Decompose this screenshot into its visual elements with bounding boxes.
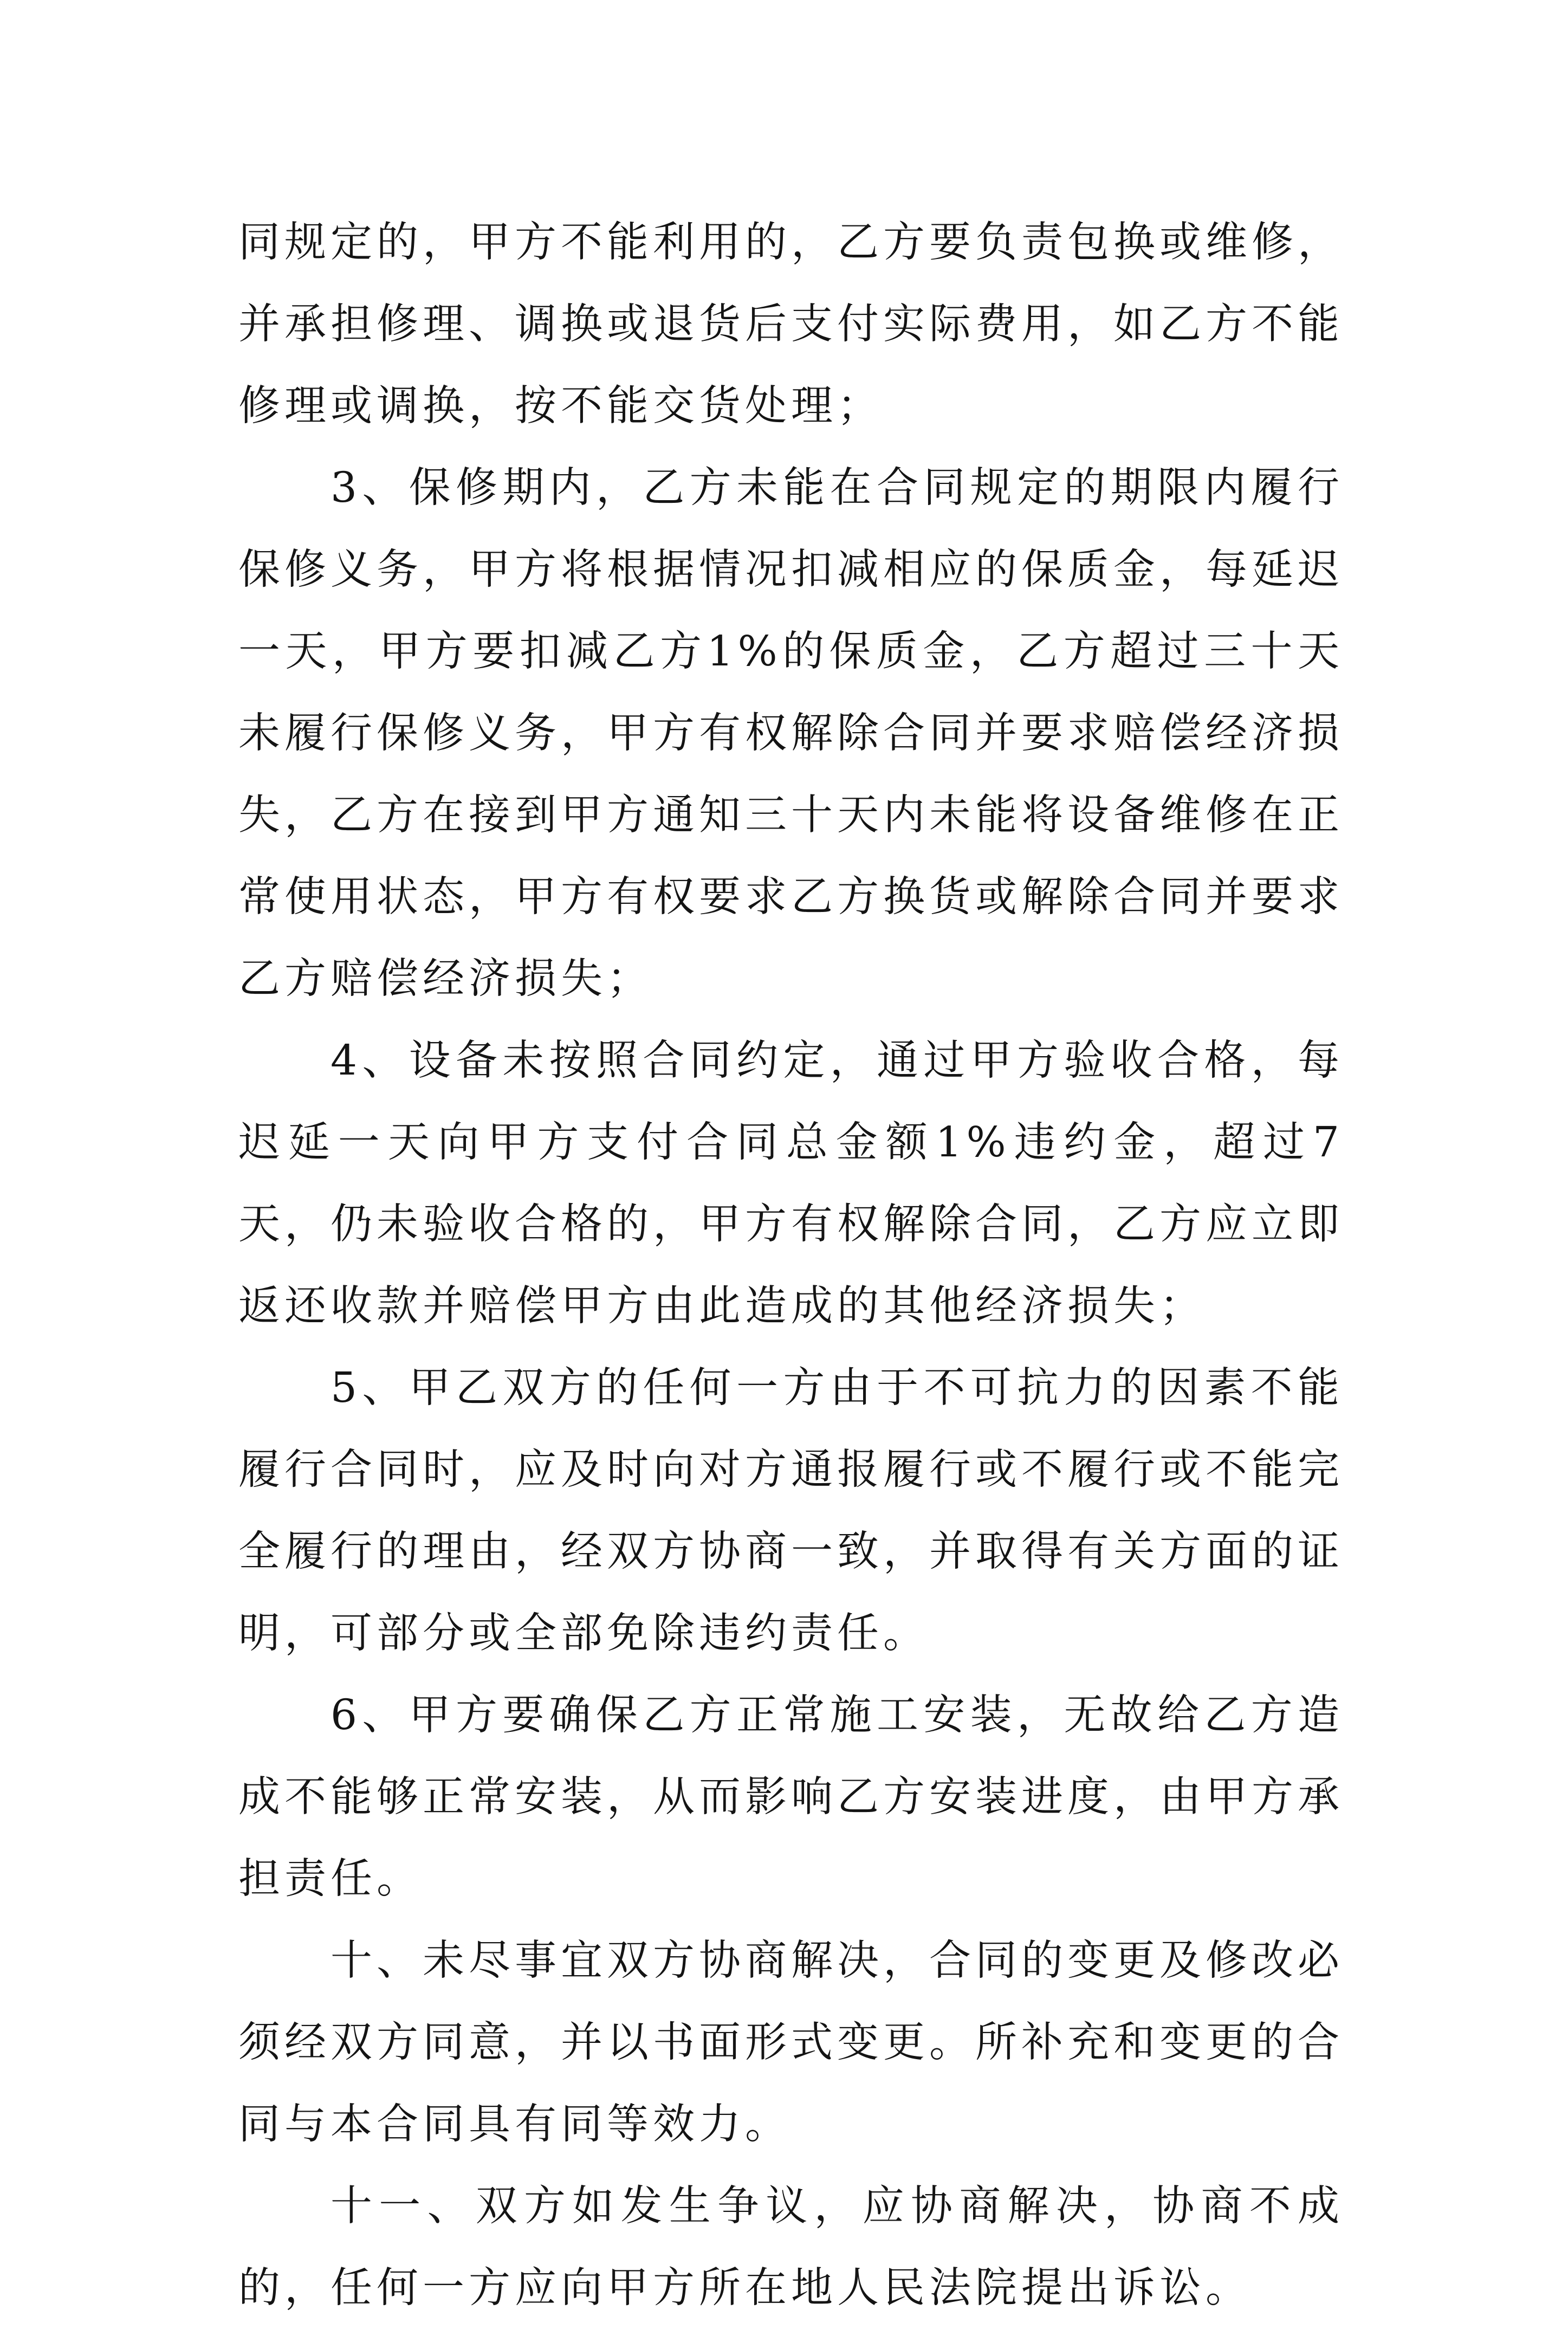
paragraph-section-10: 十、未尽事宜双方协商解决，合同的变更及修改必须经双方同意，并以书面形式变更。所补充和变更的合同与本合同具有同等效力。 — [238, 1937, 1344, 2149]
paragraph-clause-3: 3、保修期内，乙方未能在合同规定的期限内履行保修义务，甲方将根据情况扣减相应的保质金，每延迟一天，甲方要扣减乙方1%的保质金，乙方超过三十天未履行保修义务，甲方有权解除合同并要求赔偿经济损失，乙方在接到甲方通知三十天内未能将设备维修在正常使用状态，甲方有权要求乙方换货或解除合同并要求乙方赔偿经济损失； — [238, 464, 1344, 1003]
paragraph-continuation: 同规定的，甲方不能利用的，乙方要负责包换或维修，并承担修理、调换或退货后支付实际费用，如乙方不能修理或调换，按不能交货处理； — [238, 218, 1344, 430]
paragraph-section-11: 十一、双方如发生争议，应协商解决，协商不成的，任何一方应向甲方所在地人民法院提出诉讼。 — [238, 2182, 1344, 2312]
paragraph-clause-6: 6、甲方要确保乙方正常施工安装，无故给乙方造成不能够正常安装，从而影响乙方安装进度，由甲方承担责任。 — [238, 1691, 1344, 1903]
paragraph-clause-4: 4、设备未按照合同约定，通过甲方验收合格，每迟延一天向甲方支付合同总金额1%违约金，超过7天，仍未验收合格的，甲方有权解除合同，乙方应立即返还收款并赔偿甲方由此造成的其他经济损失； — [238, 1037, 1344, 1330]
contract-body — [238, 202, 1344, 2329]
paragraph-clause-5: 5、甲乙双方的任何一方由于不可抗力的因素不能履行合同时，应及时向对方通报履行或不履行或不能完全履行的理由，经双方协商一致，并取得有关方面的证明，可部分或全部免除违约责任。 — [238, 1364, 1344, 1658]
